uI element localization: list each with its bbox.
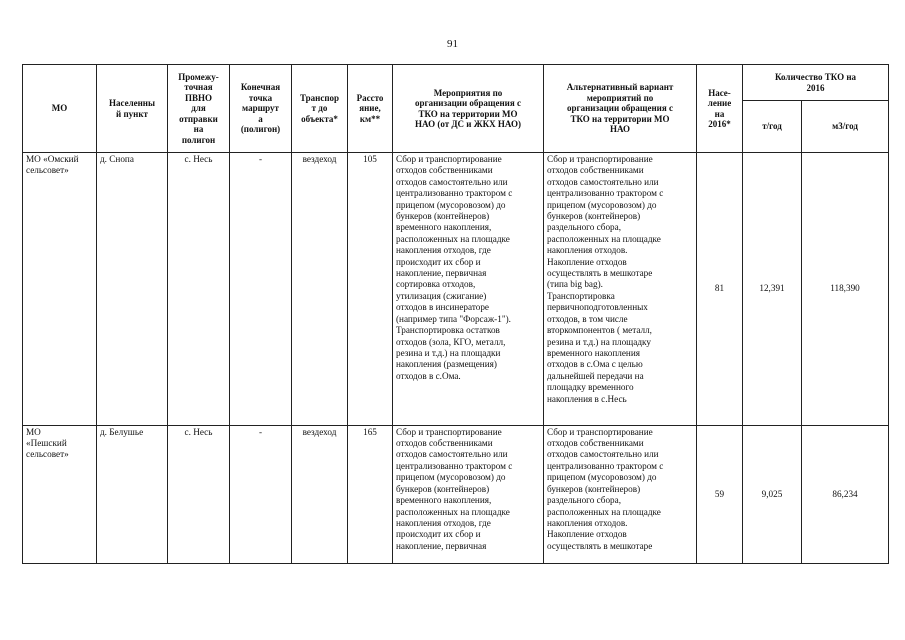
header-population: Насе- ление на 2016* xyxy=(697,65,743,153)
cell-tons: 9,025 xyxy=(743,425,802,563)
header-tons: т/год xyxy=(743,101,802,153)
cell-measures xyxy=(393,153,544,426)
cell-mo: МО «Пешский сельсовет» xyxy=(23,425,97,563)
table-row xyxy=(23,425,889,563)
cell-intermediate: с. Несь xyxy=(168,153,230,426)
cell-alternative xyxy=(544,425,697,563)
measures-text: Сбор и транспортирование отходов собственниками отходов самостоятельно или централизованно трактором с прицепом (мусоровозом) до бункеров (контейнеров) временного накопления, расположенных на площадке накопления отходов, где происходит их сбор и накопление, первичная сортировка отходов, утилизация (сжигание) отходов в инсинераторе (например типа "Форсаж-1"). Транспортировка остатков отходов (зола, КГО, металл, резина и т.д.) на площадки накопления (размещения) отходов в с.Ома. xyxy=(396,154,513,381)
header-endpoint: Конечная точка маршрут а (полигон) xyxy=(230,65,292,153)
header-distance: Рассто яние, км** xyxy=(348,65,393,153)
cell-m3: 118,390 xyxy=(802,153,889,426)
header-transport: Транспор т до объекта* xyxy=(292,65,348,153)
cell-tons: 12,391 xyxy=(743,153,802,426)
cell-distance: 105 xyxy=(348,153,393,426)
header-settlement: Населенны й пункт xyxy=(97,65,168,153)
cell-population: 59 xyxy=(697,425,743,563)
cell-population: 81 xyxy=(697,153,743,426)
header-measures: Мероприятия по организации обращения с ТКО на территории МО НАО (от ДС и ЖКХ НАО) xyxy=(393,65,544,153)
cell-transport: вездеход xyxy=(292,425,348,563)
alternative-text: Сбор и транспортирование отходов собственниками отходов самостоятельно или централизованно трактором с прицепом (мусоровозом) до бункеров (контейнеров) раздельного сбора, расположенных на площадке накопления отходов. Накопление отходов осуществлять в мешкотаре (типа big bag). Транспортировка первичноподготовленных отходов, в том числе вторкомпонентов ( металл, резина и т.д.) на площадку временного накопления отходов в с.Ома с целью дальнейшей передачи на площадку временного накопления в с.Несь xyxy=(547,154,664,404)
cell-endpoint: - xyxy=(230,425,292,563)
cell-m3: 86,234 xyxy=(802,425,889,563)
cell-settlement: д. Снопа xyxy=(97,153,168,426)
measures-text: Сбор и транспортирование отходов собственниками отходов самостоятельно или централизованно трактором с прицепом (мусоровозом) до бункеров (контейнеров) временного накопления, расположенных на площадке накопления отходов, где происходит их сбор и накопление, первичная xyxy=(396,426,513,551)
header-tko-group: Количество ТКО на 2016 xyxy=(743,65,889,101)
cell-endpoint: - xyxy=(230,153,292,426)
cell-mo: МО «Омский сельсовет» xyxy=(23,153,97,426)
cell-distance: 165 xyxy=(348,425,393,563)
cell-alternative xyxy=(544,153,697,426)
header-alternative: Альтернативный вариант мероприятий по организации обращения с ТКО на территории МО НАО xyxy=(544,65,697,153)
cell-measures xyxy=(393,425,544,563)
alternative-text: Сбор и транспортирование отходов собственниками отходов самостоятельно или централизованно трактором с прицепом (мусоровозом) до бункеров (контейнеров) раздельного сбора, расположенных на площадке накопления отходов. Накопление отходов осуществлять в мешкотаре xyxy=(547,426,664,551)
header-intermediate: Промежу- точная ПВНО для отправки на полигон xyxy=(168,65,230,153)
cell-settlement: д. Белушье xyxy=(97,425,168,563)
cell-intermediate: с. Несь xyxy=(168,425,230,563)
header-m3: м3/год xyxy=(802,101,889,153)
tko-table xyxy=(22,64,889,564)
cell-transport: вездеход xyxy=(292,153,348,426)
table-row xyxy=(23,153,889,426)
page-number: 91 xyxy=(447,38,458,50)
header-mo: МО xyxy=(23,65,97,153)
